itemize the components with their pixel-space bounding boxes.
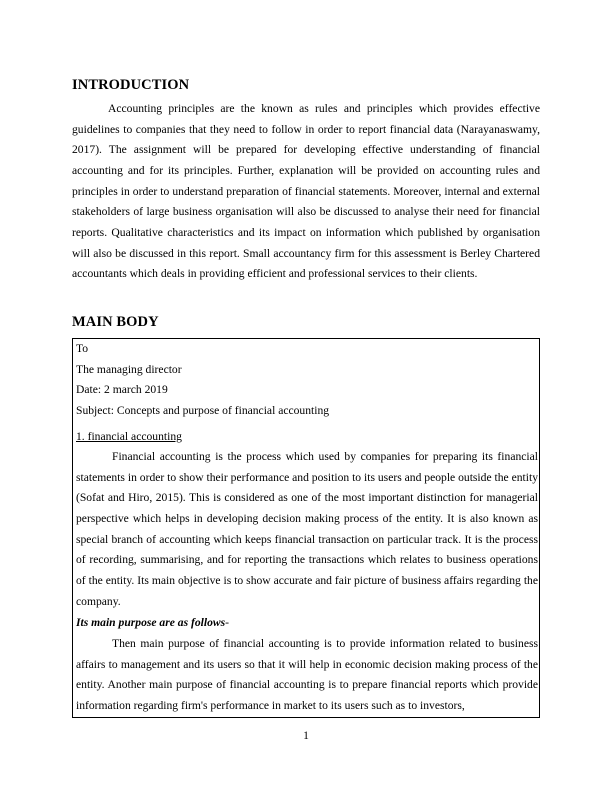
financial-accounting-paragraph: Financial accounting is the process which used by companies for preparing its financial statements in order to show their performance and position to its users and people outside the entity (Sofat and Hiro, 2015). This is considered as one of the most important distinction for managerial perspective which helps in developing decision making process of the entity. It is also known as special branch of accounting which keeps financial transaction on particular track. It is the process of recording, summarising, and for reporting the transactions which relates to business operations of the entity. Its main objective is to show accurate and fair picture of business affairs regarding the company. [76,450,538,608]
section-title: 1. financial accounting [76,430,182,443]
introduction-heading: INTRODUCTION [72,77,190,93]
page-number: 1 [303,729,309,742]
letter-recipient: The managing director [76,363,182,376]
main-body-heading: MAIN BODY [72,314,159,330]
purpose-heading [76,613,229,634]
purpose-heading-dash: - [225,616,230,629]
letter-subject: Subject: Concepts and purpose of financial accounting [76,404,330,417]
letter-date: Date: 2 march 2019 [76,383,168,396]
introduction-paragraph: Accounting principles are the known as rules and principles which provides effective guidelines to companies that they need to follow in order to report financial data (Narayanaswamy, 2017). The assignment will be prepared for developing effective understanding of financial accounting and for its principles. Further, explanation will be provided on accounting rules and principles in order to understand preparation of financial statements. Moreover, internal and external stakeholders of large business organisation will also be discussed to analyse their need for financial reports. Qualitative characteristics and its impact on information which published by organisation will also be discussed in this report. Small accountancy firm for this assessment is Berley Chartered accountants which deals in providing efficient and professional services to their clients. [72,102,540,281]
letter-to: To [76,342,89,355]
letter-box [72,338,540,718]
purpose-heading-text: Its main purpose are as follows [76,616,226,629]
purpose-paragraph: Then main purpose of financial accounting is to provide information related to business affairs to management and its users so that it will help in economic decision making process of the entity. Another main purpose of financial accounting is to prepare financial reports which provide information regarding firm's performance in market to its users such as to investors, [76,637,538,712]
